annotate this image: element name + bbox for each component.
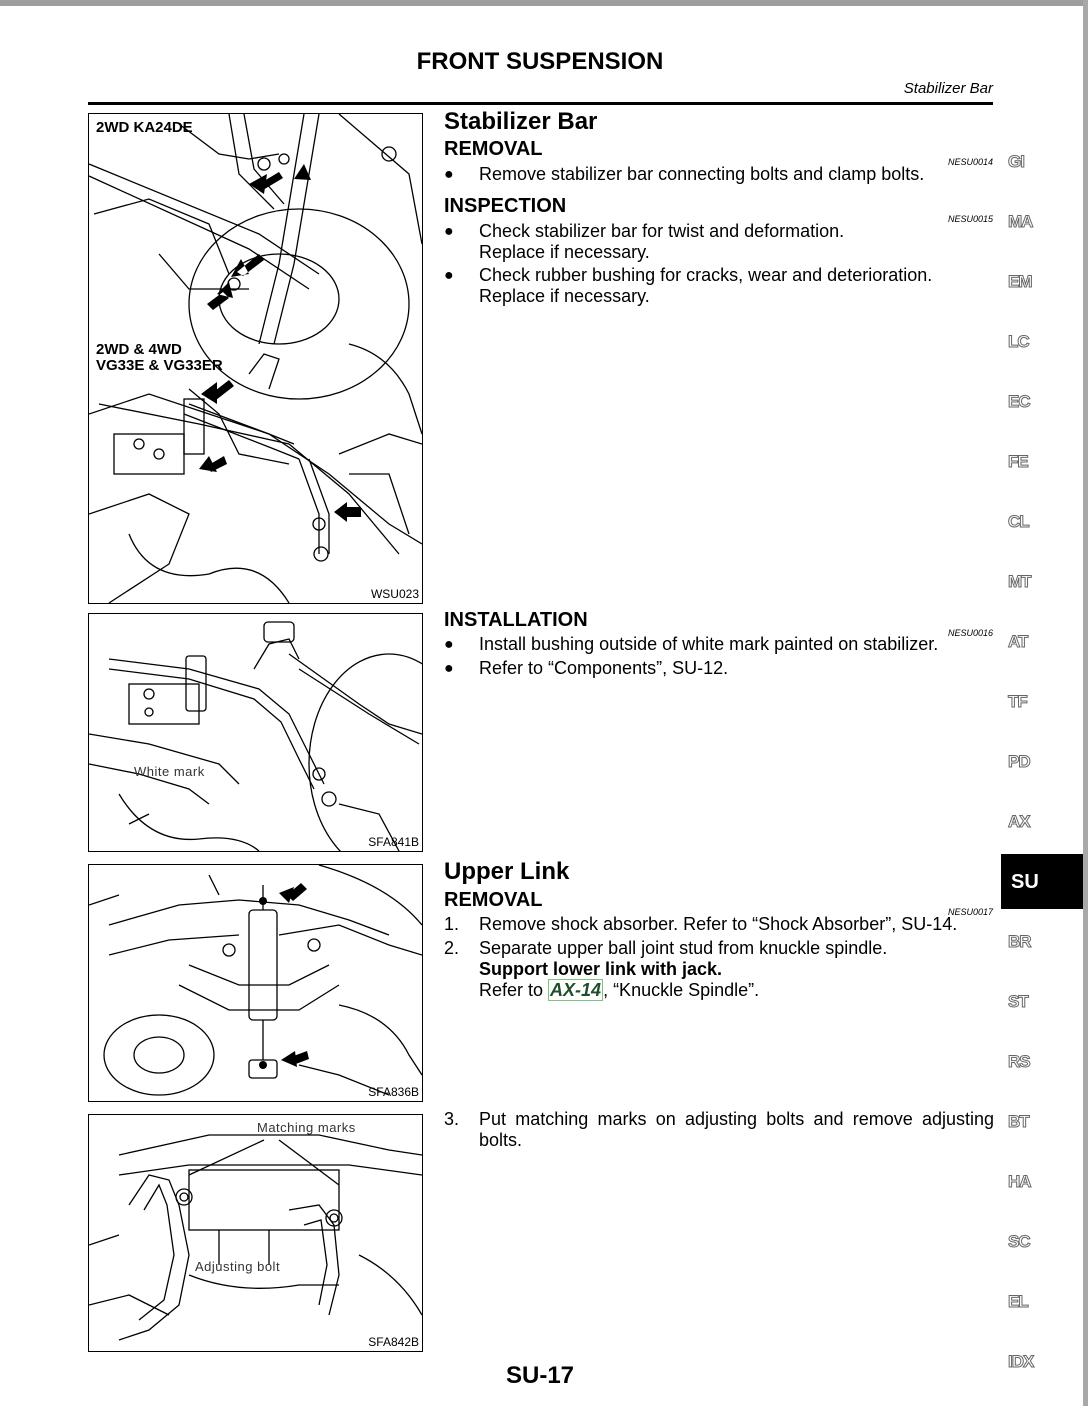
figure-label-vg33: VG33E & VG33ER — [96, 357, 223, 374]
tab-em[interactable]: EM — [1008, 272, 1032, 291]
section-code: NESU0014 — [947, 157, 993, 167]
bullet: ● — [444, 660, 454, 677]
installation-bullet-2 — [444, 658, 994, 679]
refer-prefix: Refer to — [479, 980, 549, 1000]
section-code: NESU0015 — [947, 214, 993, 224]
top-border — [0, 0, 1088, 6]
step-1 — [444, 914, 994, 935]
tab-st[interactable]: ST — [1008, 992, 1028, 1011]
page-title: FRONT SUSPENSION — [416, 48, 664, 75]
tab-lc[interactable]: LC — [1008, 332, 1029, 351]
bullet-text-line1: Check stabilizer bar for twist and deformation. — [479, 221, 845, 241]
bullet: ● — [444, 267, 454, 284]
tab-fe[interactable]: FE — [1008, 452, 1028, 471]
tab-tf[interactable]: TF — [1008, 692, 1027, 711]
tab-mt[interactable]: MT — [1008, 572, 1031, 591]
tab-gi[interactable]: GI — [1008, 152, 1024, 171]
figure-shock-absorber — [88, 864, 423, 1102]
figure-code: SFA836B — [368, 1085, 419, 1099]
inspection-bullet-2 — [444, 265, 994, 307]
tab-idx[interactable]: IDX — [1008, 1352, 1034, 1371]
bullet-text: Install bushing outside of white mark painted on stabilizer. — [479, 634, 939, 654]
figure-code: WSU023 — [370, 587, 419, 601]
header-rule — [88, 102, 993, 105]
tab-rs[interactable]: RS — [1008, 1052, 1030, 1071]
page-number: SU-17 — [505, 1362, 575, 1389]
tab-pd[interactable]: PD — [1008, 752, 1030, 771]
right-border — [1083, 0, 1088, 1406]
tab-at[interactable]: AT — [1008, 632, 1028, 651]
tab-su-active[interactable] — [1001, 854, 1083, 909]
refer-suffix: , “Knuckle Spindle”. — [603, 980, 760, 1000]
tab-label: SU — [1011, 871, 1039, 893]
tab-bt[interactable]: BT — [1008, 1112, 1029, 1131]
bullet-text: Refer to “Components”, SU-12. — [479, 658, 729, 678]
removal-heading: REMOVAL — [444, 889, 543, 911]
step-number: 2. — [444, 938, 460, 958]
bullet-text: Remove stabilizer bar connecting bolts and clamp bolts. — [479, 164, 925, 184]
bullet: ● — [444, 636, 454, 653]
step-2 — [444, 938, 994, 1001]
figure-label-2wd-4wd: 2WD & 4WD — [96, 341, 182, 358]
tab-ax[interactable]: AX — [1008, 812, 1030, 831]
tab-ha[interactable]: HA — [1008, 1172, 1031, 1191]
bullet-text-line2: Replace if necessary. — [479, 286, 650, 306]
step-reference — [479, 980, 994, 1001]
section-code: NESU0017 — [947, 907, 993, 917]
shock-absorber-drawing — [89, 865, 422, 1101]
figure-label-matching-marks: Matching marks — [257, 1120, 356, 1135]
step-text: Remove shock absorber. Refer to “Shock Absorber”, SU-14. — [479, 914, 958, 934]
tab-br[interactable]: BR — [1008, 932, 1031, 951]
bullet: ● — [444, 223, 454, 240]
figure-code: SFA841B — [368, 835, 419, 849]
stabilizer-bar-heading: Stabilizer Bar — [444, 108, 598, 135]
white-mark-drawing — [89, 614, 422, 851]
step-text: Put matching marks on adjusting bolts and remove adjusting bolts. — [479, 1109, 994, 1150]
bullet: ● — [444, 166, 454, 183]
removal-heading: REMOVAL — [444, 138, 543, 160]
tab-sc[interactable]: SC — [1008, 1232, 1030, 1251]
bullet-text-line2: Replace if necessary. — [479, 242, 650, 262]
inspection-bullet-1 — [444, 221, 994, 263]
section-code: NESU0016 — [947, 628, 993, 638]
inspection-heading: INSPECTION — [444, 195, 567, 217]
tab-el[interactable]: EL — [1008, 1292, 1028, 1311]
figure-label-white-mark: White mark — [134, 764, 205, 779]
figure-label-adjusting-bolt: Adjusting bolt — [195, 1259, 281, 1274]
step-3 — [444, 1109, 994, 1151]
figure-label-2wd-ka24de: 2WD KA24DE — [96, 119, 193, 136]
step-emphasis: Support lower link with jack. — [479, 959, 723, 979]
figure-code: SFA842B — [368, 1335, 419, 1349]
tab-ma[interactable]: MA — [1008, 212, 1033, 231]
step-text: Separate upper ball joint stud from knuckle spindle. — [479, 938, 888, 958]
tab-cl[interactable]: CL — [1008, 512, 1029, 531]
installation-heading: INSTALLATION — [444, 609, 588, 631]
section-subtitle: Stabilizer Bar — [903, 80, 993, 97]
upper-link-heading: Upper Link — [444, 858, 570, 885]
figure-stabilizer-bolts — [88, 113, 423, 604]
adjusting-bolts-drawing — [89, 1115, 422, 1351]
bullet-text-line1: Check rubber bushing for cracks, wear and deterioration. — [479, 265, 933, 285]
tab-ec[interactable]: EC — [1008, 392, 1030, 411]
figure-adjusting-bolts — [88, 1114, 423, 1352]
figure-white-mark — [88, 613, 423, 852]
installation-bullet-1 — [444, 634, 994, 655]
step-number: 3. — [444, 1109, 460, 1129]
ax-14-link[interactable]: AX-14 — [550, 980, 602, 1000]
step-number: 1. — [444, 914, 460, 934]
removal-bullet-1 — [444, 164, 994, 185]
